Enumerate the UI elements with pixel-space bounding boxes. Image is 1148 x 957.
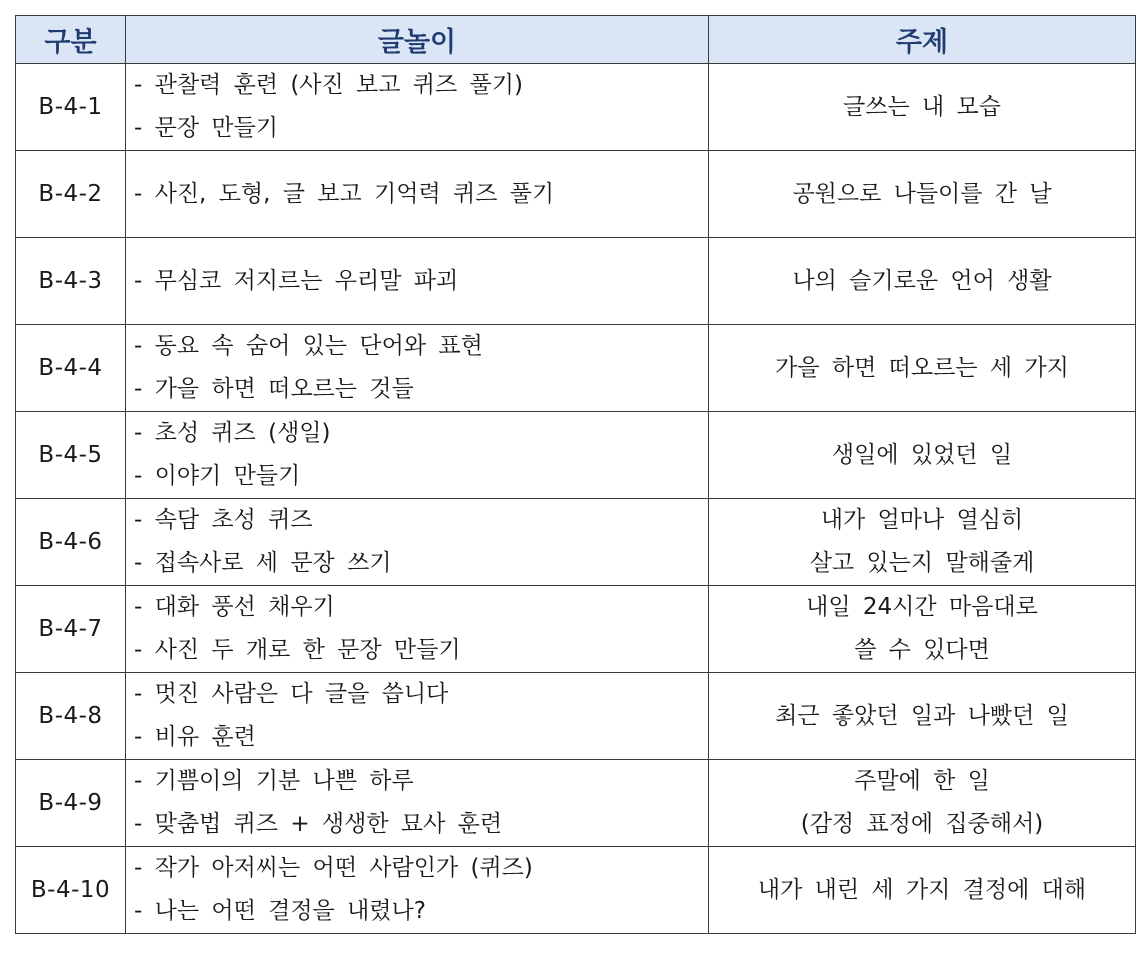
row-code: B-4-1	[16, 64, 126, 151]
table-row	[16, 238, 1136, 325]
activity-line: - 문장 만들기	[134, 115, 279, 141]
row-theme	[709, 847, 1136, 934]
row-activities	[126, 412, 709, 499]
theme-line: 공원으로 나들이를 간 날	[792, 180, 1052, 207]
table-header	[16, 16, 1136, 64]
theme-line: 주말에 한 일	[854, 768, 990, 794]
row-activities	[126, 151, 709, 238]
table-body	[16, 64, 1136, 934]
row-activities	[126, 325, 709, 412]
row-theme	[709, 673, 1136, 760]
table-row	[16, 847, 1136, 934]
activity-line: - 속담 초성 퀴즈	[134, 507, 313, 533]
table-row	[16, 760, 1136, 847]
table-row	[16, 412, 1136, 499]
row-theme	[709, 238, 1136, 325]
activity-line: - 사진 두 개로 한 문장 만들기	[134, 637, 461, 663]
activity-line: - 맞춤법 퀴즈 + 생생한 묘사 훈련	[134, 811, 503, 837]
row-code: B-4-2	[16, 151, 126, 238]
row-code: B-4-4	[16, 325, 126, 412]
theme-line: 쓸 수 있다면	[854, 637, 990, 663]
theme-line: 생일에 있었던 일	[831, 441, 1013, 468]
activity-line: - 비유 훈련	[134, 724, 256, 750]
row-code: B-4-10	[16, 847, 126, 934]
row-activities	[126, 499, 709, 586]
table-row	[16, 325, 1136, 412]
activity-line: - 작가 아저씨는 어떤 사람인가 (퀴즈)	[134, 855, 533, 881]
header-theme: 주제	[709, 16, 1136, 64]
activity-line: - 무심코 저지르는 우리말 파괴	[134, 267, 459, 294]
row-theme	[709, 499, 1136, 586]
row-code: B-4-7	[16, 586, 126, 673]
table-row	[16, 151, 1136, 238]
row-code: B-4-9	[16, 760, 126, 847]
activity-line: - 멋진 사람은 다 글을 씁니다	[134, 681, 449, 707]
row-theme	[709, 412, 1136, 499]
row-theme	[709, 151, 1136, 238]
theme-line: 글쓰는 내 모습	[843, 93, 1001, 120]
row-activities	[126, 760, 709, 847]
header-code: 구분	[16, 16, 126, 64]
theme-line: 내가 얼마나 열심히	[820, 507, 1024, 533]
table-row	[16, 586, 1136, 673]
table-row	[16, 499, 1136, 586]
theme-line: 살고 있는지 말해줄게	[809, 550, 1035, 576]
header-activities: 글놀이	[126, 16, 709, 64]
row-theme	[709, 760, 1136, 847]
theme-line: 나의 슬기로운 언어 생활	[792, 267, 1052, 294]
row-activities	[126, 847, 709, 934]
row-theme	[709, 586, 1136, 673]
theme-line: 가을 하면 떠오르는 세 가지	[775, 354, 1069, 381]
row-activities	[126, 586, 709, 673]
activity-line: - 나는 어떤 결정을 내렸나?	[134, 898, 426, 924]
row-theme	[709, 325, 1136, 412]
row-code: B-4-5	[16, 412, 126, 499]
activity-line: - 가을 하면 떠오르는 것들	[134, 376, 414, 402]
row-activities	[126, 64, 709, 151]
row-theme	[709, 64, 1136, 151]
header-row	[16, 16, 1136, 64]
activity-line: - 사진, 도형, 글 보고 기억력 퀴즈 풀기	[134, 180, 555, 207]
theme-line: (감정 표정에 집중해서)	[800, 811, 1044, 837]
row-code: B-4-3	[16, 238, 126, 325]
theme-line: 최근 좋았던 일과 나빴던 일	[775, 702, 1069, 729]
curriculum-table	[15, 15, 1136, 934]
activity-line: - 초성 퀴즈 (생일)	[134, 420, 331, 446]
row-code: B-4-6	[16, 499, 126, 586]
table-row	[16, 64, 1136, 151]
activity-line: - 접속사로 세 문장 쓰기	[134, 550, 392, 576]
activity-line: - 기쁨이의 기분 나쁜 하루	[134, 768, 414, 794]
row-code: B-4-8	[16, 673, 126, 760]
row-activities	[126, 238, 709, 325]
theme-line: 내가 내린 세 가지 결정에 대해	[757, 876, 1087, 903]
activity-line: - 이야기 만들기	[134, 463, 301, 489]
table-row	[16, 673, 1136, 760]
activity-line: - 대화 풍선 채우기	[134, 594, 335, 620]
theme-line: 내일 24시간 마음대로	[806, 594, 1038, 620]
row-activities	[126, 673, 709, 760]
activity-line: - 관찰력 훈련 (사진 보고 퀴즈 풀기)	[134, 72, 523, 98]
activity-line: - 동요 속 숨어 있는 단어와 표현	[134, 333, 483, 359]
